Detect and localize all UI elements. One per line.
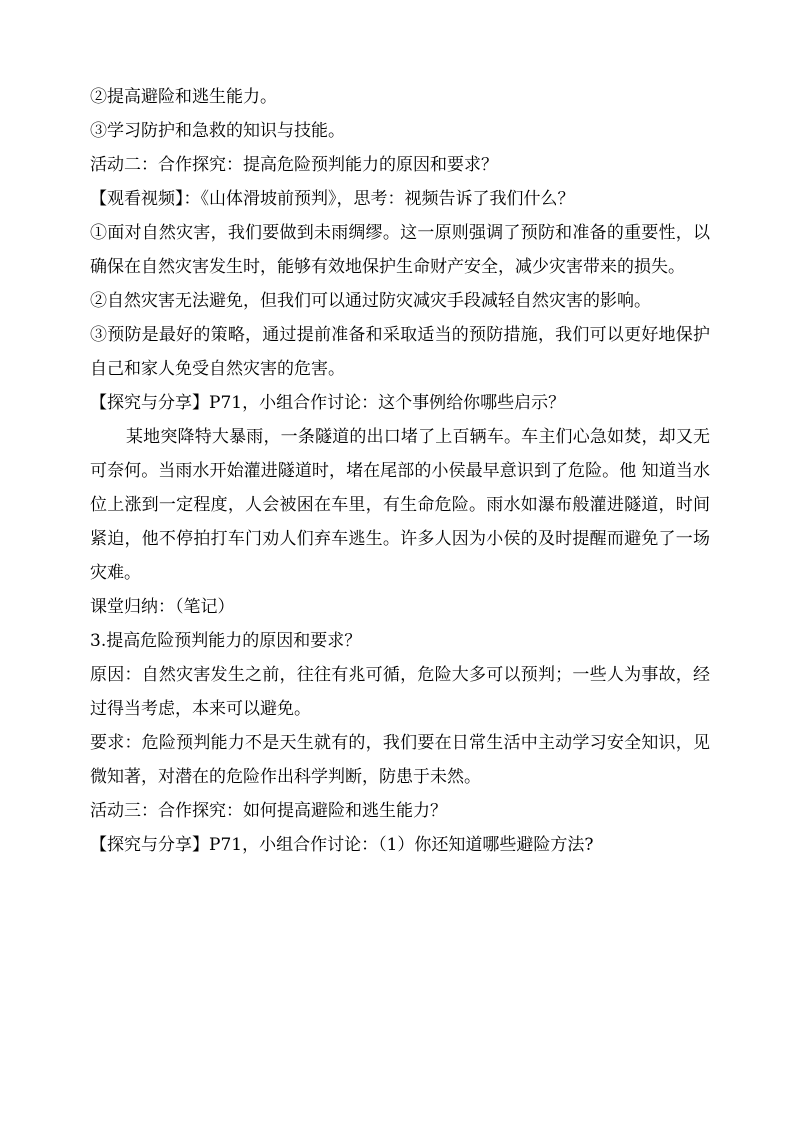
summary-question-3: 3.提高危险预判能力的原因和要求？ (90, 631, 362, 651)
requirement-paragraph: 要求：危险预判能力不是天生就有的，我们要在日常生活中主动学习安全知识，见微知著，对潜在的危险作出科学判断，防患于未然。 (90, 733, 710, 787)
explore-share-prompt-1: 【探究与分享】P71，小组合作讨论：这个事例给你哪些启示？ (90, 393, 566, 413)
point-2-escape: ②提高避险和逃生能力。 (90, 87, 277, 107)
reason-paragraph: 原因：自然灾害发生之前，往往有兆可循，危险大多可以预判；一些人为事故，经过得当考虑，本来可以避免。 (90, 665, 710, 719)
class-summary-label: 课堂归纳：（笔记） (90, 597, 235, 617)
activity-2-heading: 活动二：合作探究：提高危险预判能力的原因和要求？ (90, 155, 498, 175)
activity-3-heading: 活动三：合作探究：如何提高避险和逃生能力？ (90, 801, 447, 821)
video-point-1: ①面对自然灾害，我们要做到未雨绸缪。这一原则强调了预防和准备的重要性，以确保在自然灾害发生时，能够有效地保护生命财产安全，减少灾害带来的损失。 (90, 223, 710, 277)
case-story: 某地突降特大暴雨，一条隧道的出口堵了上百辆车。车主们心急如焚，却又无可奈何。当雨水开始灌进隧道时，堵在尾部的小侯最早意识到了危险。他 知道当水位上涨到一定程度，人会被困在车里，有生命危险。雨水如瀑布般灌进隧道，时间紧迫，他不停拍打车门劝人们弃车逃生。许多人因为小侯的及时提醒而避免了一场灾难。 (90, 427, 710, 583)
video-point-3: ③预防是最好的策略，通过提前准备和采取适当的预防措施，我们可以更好地保护自己和家人免受自然灾害的危害。 (90, 325, 710, 379)
explore-share-prompt-2: 【探究与分享】P71，小组合作讨论：（1）你还知道哪些避险方法? (90, 835, 594, 855)
video-point-2: ②自然灾害无法避免，但我们可以通过防灾减灾手段减轻自然灾害的影响。 (90, 291, 651, 311)
point-3-first-aid: ③学习防护和急救的知识与技能。 (90, 121, 345, 141)
document-page (90, 80, 710, 862)
watch-video-prompt: 【观看视频】：《山体滑坡前预判》，思考：视频告诉了我们什么？ (90, 189, 575, 209)
